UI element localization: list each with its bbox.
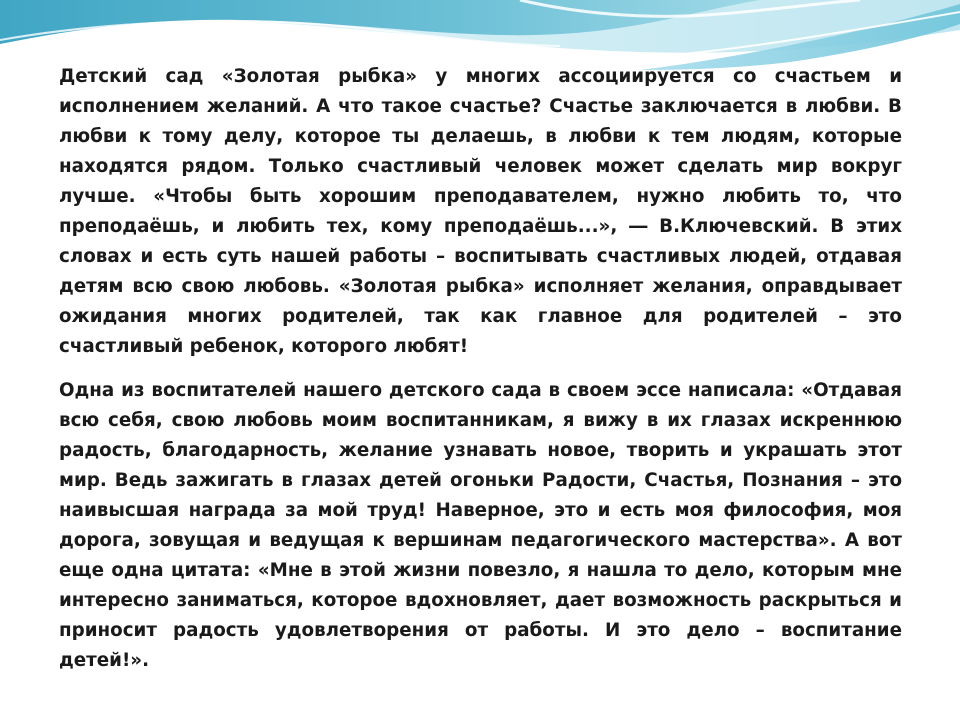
wave-header-decoration	[0, 0, 960, 70]
slide-body-text	[59, 62, 902, 676]
paragraph-1: Детский сад «Золотая рыбка» у многих ассоциируется со счастьем и исполнением желаний. А что такое счастье? Счастье заключается в любви. В любви к тому делу, которое ты делаешь, в любви к тем людям, которые находятся рядом. Только счастливый человек может сделать мир вокруг лучше. «Чтобы быть хорошим преподавателем, нужно любить то, что преподаёшь, и любить тех, кому преподаёшь...», ― В.Ключевский. В этих словах и есть суть нашей работы – воспитывать счастливых людей, отдавая детям всю свою любовь. «Золотая рыбка» исполняет желания, оправдывает ожидания многих родителей, так как главное для родителей – это счастливый ребенок, которого любят!	[59, 66, 902, 357]
paragraph-2: Одна из воспитателей нашего детского сада в своем эссе написала: «Отдавая всю себя, свою любовь моим воспитанникам, я вижу в их глазах искреннюю радость, благодарность, желание узнавать новое, творить и украшать этот мир. Ведь зажигать в глазах детей огоньки Радости, Счастья, Познания – это наивысшая награда за мой труд! Наверное, это и есть моя философия, моя дорога, зовущая и ведущая к вершинам педагогического мастерства». А вот еще одна цитата: «Мне в этой жизни повезло, я нашла то дело, которым мне интересно заниматься, которое вдохновляет, дает возможность раскрыться и приносит радость удовлетворения от работы. И это дело – воспитание детей!».	[59, 380, 902, 671]
